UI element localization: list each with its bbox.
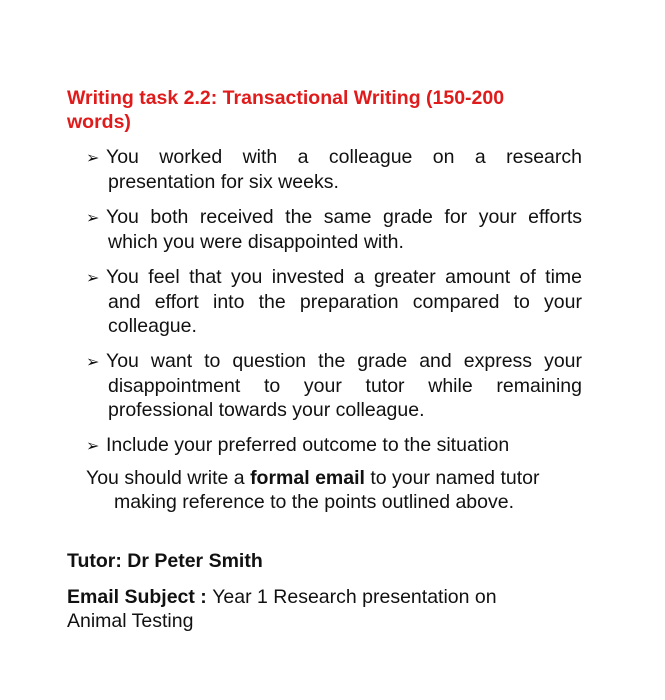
list-item	[86, 145, 582, 194]
bullet-text: You want to question the grade and express your disappointment to your tutor while remaining professional towards your colleague.	[106, 350, 582, 421]
arrowhead-icon: ➢	[86, 148, 100, 167]
task-title: Writing task 2.2: Transactional Writing (150-200 words)	[67, 87, 505, 133]
list-item	[86, 205, 582, 254]
list-item	[86, 265, 582, 338]
email-subject-line	[67, 585, 547, 633]
arrowhead-icon: ➢	[86, 268, 100, 287]
bullet-text: Include your preferred outcome to the situation	[106, 434, 510, 456]
arrowhead-icon: ➢	[86, 208, 100, 227]
tutor-line	[67, 549, 263, 573]
list-item	[86, 349, 582, 422]
bullet-text: You feel that you invested a greater amount of time and effort into the preparation compared to your colleague.	[106, 266, 582, 337]
instruction-text-before: You should write a	[86, 467, 251, 489]
writing-instruction	[86, 466, 586, 514]
instruction-text-after: to your named tutor making reference to the points outlined above.	[114, 467, 540, 513]
arrowhead-icon: ➢	[86, 436, 100, 455]
arrowhead-icon: ➢	[86, 352, 100, 371]
email-subject-label: Email Subject :	[67, 586, 213, 608]
bullet-text: You worked with a colleague on a research presentation for six weeks.	[106, 146, 582, 193]
tutor-label: Tutor: Dr Peter Smith	[67, 550, 263, 572]
instruction-emphasis: formal email	[250, 467, 365, 489]
task-bullet-list	[86, 145, 582, 469]
email-subject-value: Year 1 Research presentation on Animal Testing	[67, 586, 497, 632]
list-item	[86, 433, 582, 458]
bullet-text: You both received the same grade for your efforts which you were disappointed with.	[106, 206, 582, 253]
